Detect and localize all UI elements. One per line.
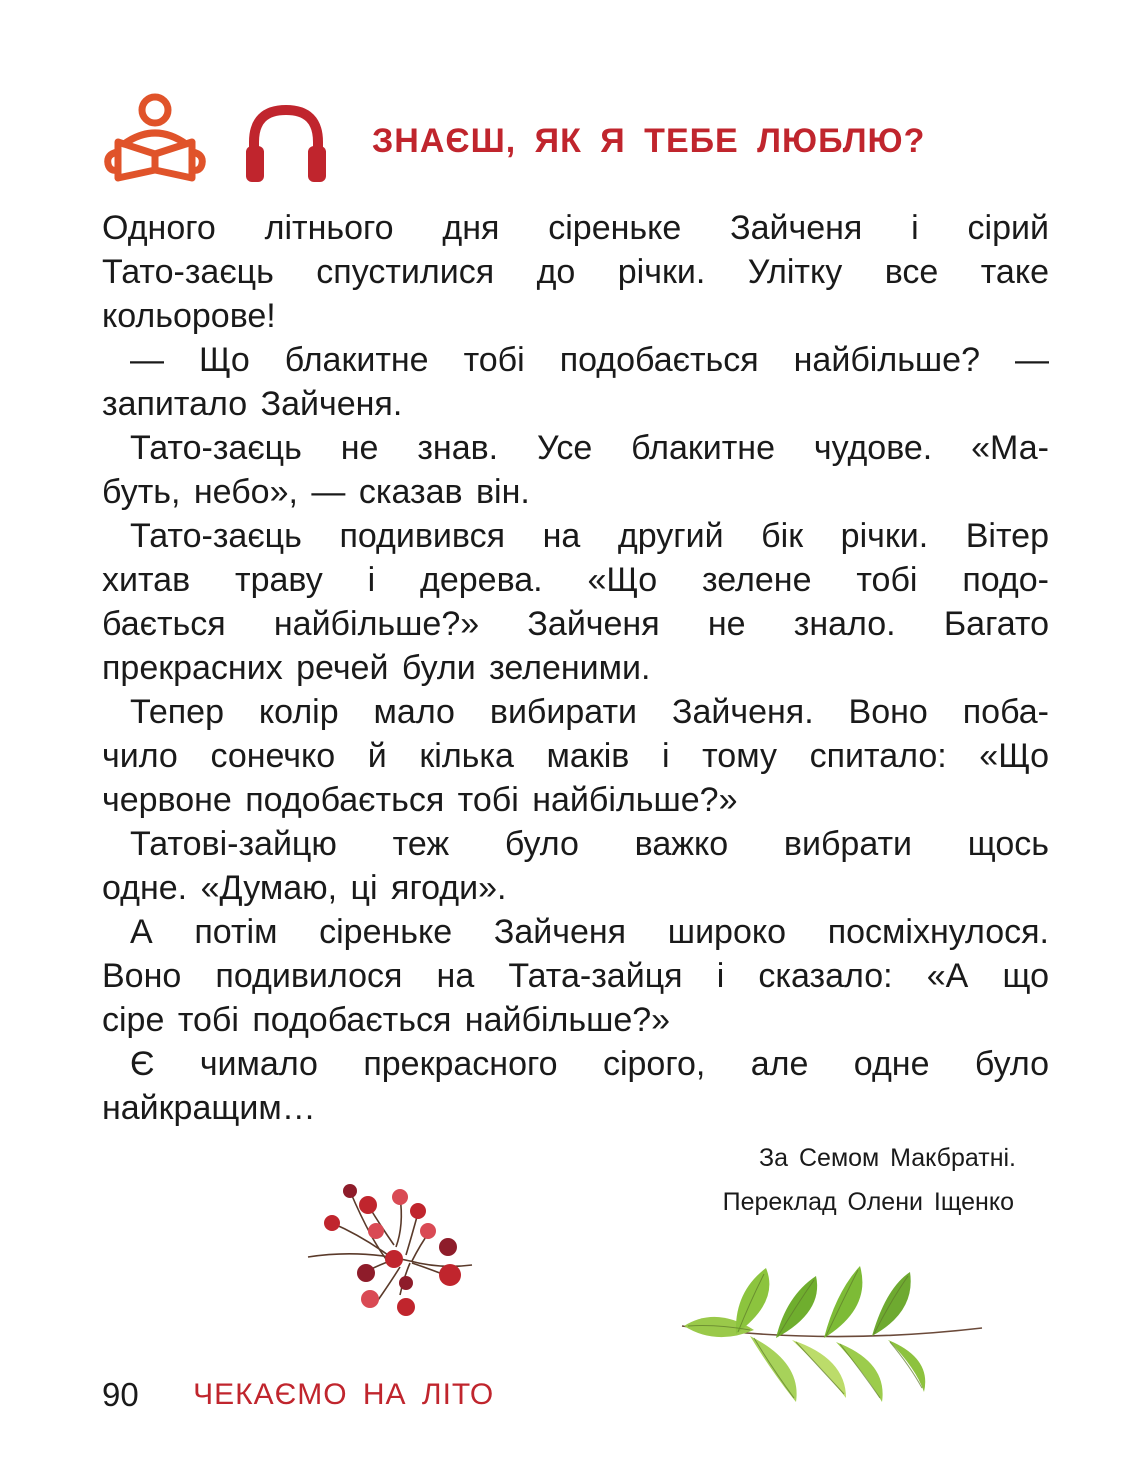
story-line: Одного літнього дня сіреньке Зайченя і сірий	[102, 209, 1049, 247]
story-line: найкращим…	[102, 1089, 316, 1127]
story-line: червоне подобається тобі найбільше?»	[102, 781, 738, 819]
story-line: Тато-заєць спустилися до річки. Улітку все таке	[102, 253, 1049, 291]
story-title: ЗНАЄШ, ЯК Я ТЕБЕ ЛЮБЛЮ?	[372, 122, 926, 160]
story-line: Тепер колір мало вибирати Зайченя. Воно поба-	[130, 693, 1049, 731]
story-line: чило сонечко й кілька маків і тому спитало: «Що	[102, 737, 1049, 775]
section-title: ЧЕКАЄМО НА ЛІТО	[193, 1378, 495, 1411]
headphones-icon	[244, 102, 328, 184]
story-line: сіре тобі подобається найбільше?»	[102, 1001, 671, 1039]
story-line: Тато-заєць подивився на другий бік річки. Вітер	[130, 517, 1049, 555]
translator-credit: Переклад Олени Іщенко	[722, 1188, 1014, 1216]
rowan-berries-illustration	[300, 1175, 480, 1325]
author-credit: За Семом Макбратні.	[759, 1144, 1016, 1172]
page-footer	[102, 1376, 494, 1426]
story-line: Татові-зайцю теж було важко вибрати щось	[130, 825, 1049, 863]
story-text	[102, 206, 1049, 1130]
header	[102, 92, 1062, 192]
story-line: запитало Зайченя.	[102, 385, 403, 423]
story-line: бається найбільше?» Зайченя не знало. Багато	[102, 605, 1049, 643]
credits	[600, 1136, 1014, 1224]
story-line: одне. «Думаю, ці ягоди».	[102, 869, 507, 907]
page-number: 90	[102, 1376, 139, 1413]
story-line: кольорове!	[102, 297, 276, 335]
reading-person-icon	[102, 92, 208, 184]
story-line: хитав траву і дерева. «Що зелене тобі подо-	[102, 561, 1049, 599]
green-leaves-branch-illustration	[676, 1262, 986, 1412]
story-line: А потім сіреньке Зайченя широко посміхнулося.	[130, 913, 1049, 951]
story-line: — Що блакитне тобі подобається найбільше? —	[130, 341, 1049, 379]
story-line: Є чимало прекрасного сірого, але одне було	[130, 1045, 1049, 1083]
story-line: Воно подивилося на Тата-зайця і сказало: «А що	[102, 957, 1049, 995]
story-line: Тато-заєць не знав. Усе блакитне чудове. «Ма-	[130, 429, 1049, 467]
story-line: прекрасних речей були зеленими.	[102, 649, 651, 687]
story-line: буть, небо», — сказав він.	[102, 473, 530, 511]
